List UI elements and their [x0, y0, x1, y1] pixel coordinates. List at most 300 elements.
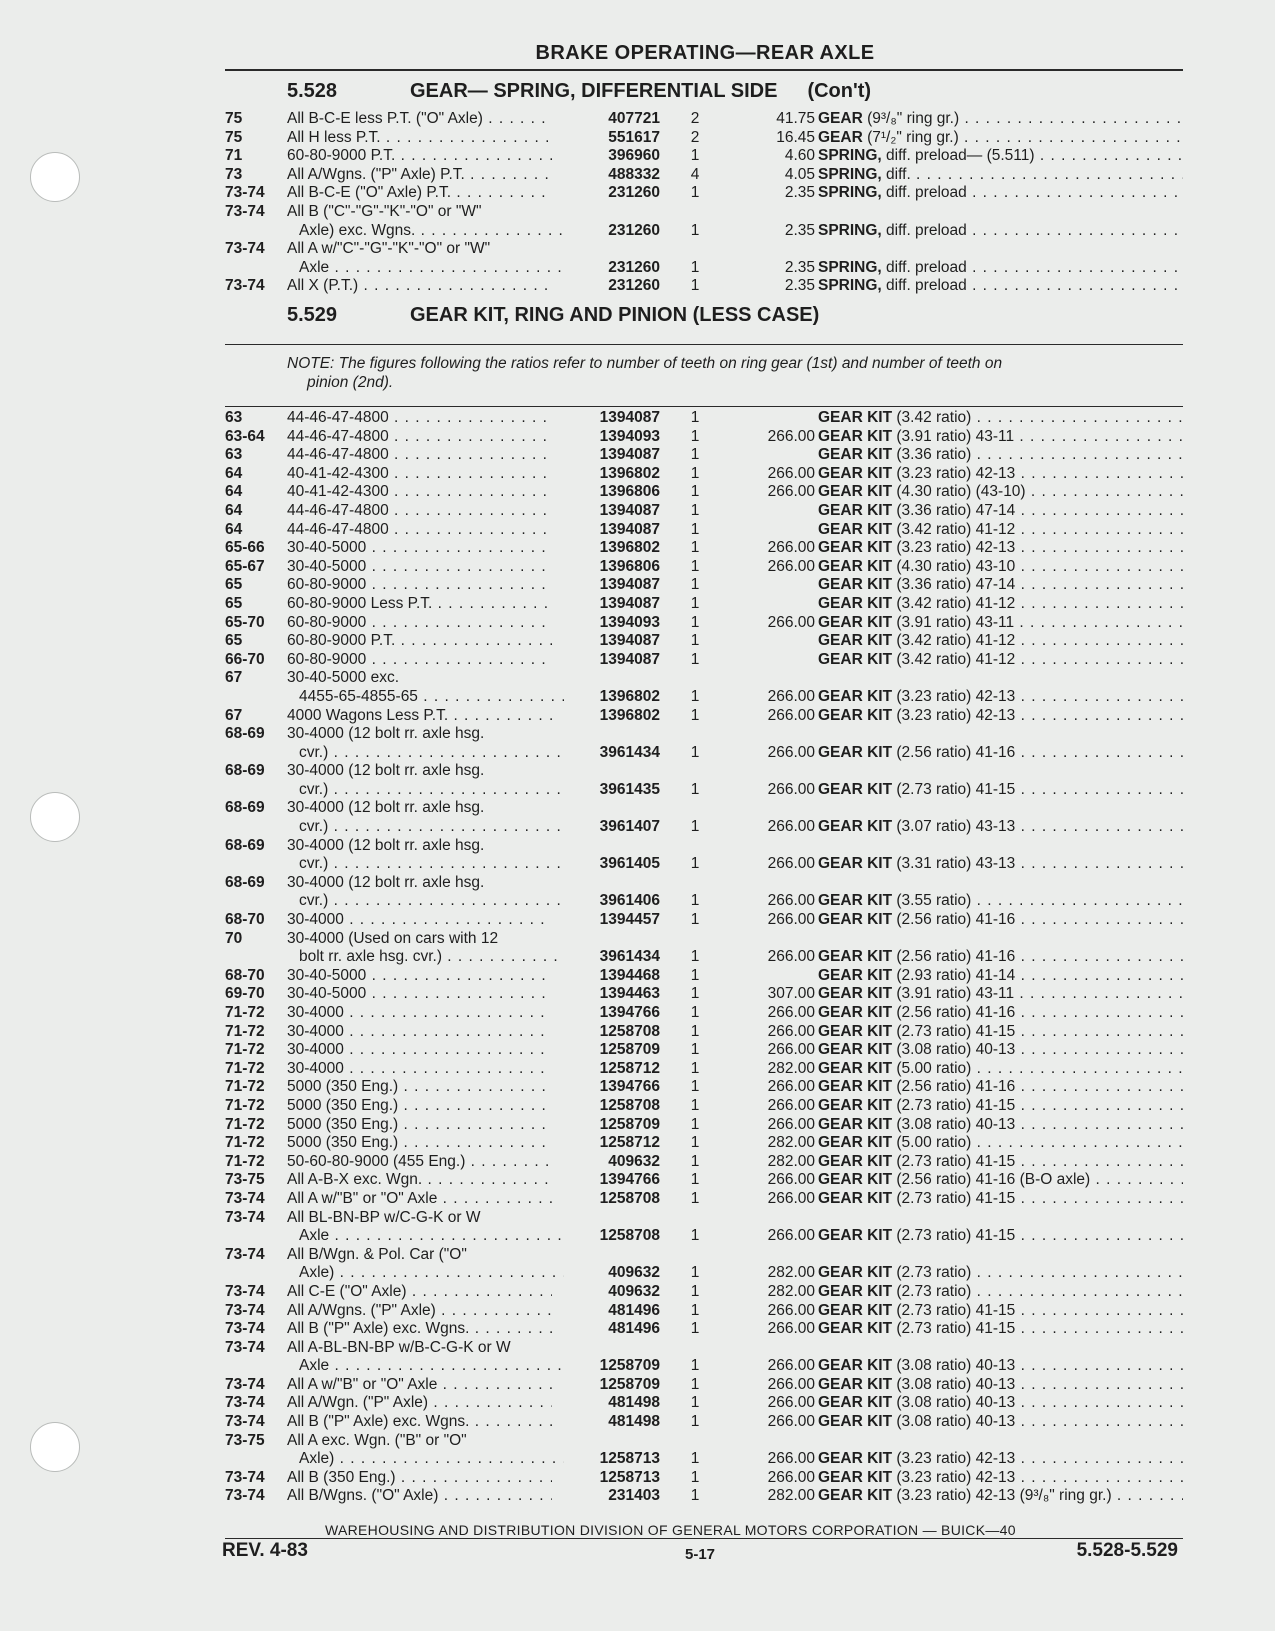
model-cell: 30-4000 (12 bolt rr. axle hsg.: [287, 725, 485, 743]
quantity-cell: 1: [690, 1320, 700, 1338]
part-detail: (3.23 ratio) 42-13: [892, 1450, 1016, 1468]
price-cell: 16.45: [776, 128, 815, 146]
part-name: GEAR KIT: [818, 911, 893, 929]
part-name: GEAR KIT: [818, 743, 893, 761]
year-cell: 65-70: [225, 613, 265, 631]
model-cell: Axle . . .: [287, 1227, 564, 1246]
model-cell: 5000 (350 Eng.) . . .: [287, 1116, 552, 1135]
part-detail: (3.36 ratio) 47-14: [892, 576, 1016, 594]
part-detail: (2.56 ratio) 41-16: [892, 948, 1016, 966]
part-detail: (3.23 ratio) 42-13: [892, 539, 1016, 557]
part-detail: (2.73 ratio) 41-15: [892, 1152, 1016, 1170]
price-cell: 266.00: [767, 1041, 815, 1059]
model-cell: All A exc. Wgn. ("B" or "O": [287, 1431, 467, 1449]
description-cell: [818, 855, 1183, 874]
description-cell: [818, 985, 1183, 1004]
table-row: [225, 1394, 1183, 1413]
price-cell: 266.00: [767, 1468, 815, 1486]
part-name: GEAR KIT: [818, 539, 893, 557]
part-number-cell: 3961435: [599, 780, 660, 798]
footer-text: WAREHOUSING AND DISTRIBUTION DIVISION OF GENERAL MOTORS CORPORATION — BUICK—40: [325, 1522, 1016, 1538]
part-name: GEAR KIT: [818, 1189, 893, 1207]
table-row: [225, 855, 1183, 874]
part-number-cell: 3961434: [599, 743, 660, 761]
table-row: [225, 1134, 1183, 1153]
part-number-cell: 1258708: [599, 1022, 660, 1040]
table-row: [225, 483, 1183, 502]
model-cell: All A w/"B" or "O" Axle . . .: [287, 1190, 552, 1209]
table-row: [225, 240, 1183, 259]
part-number-cell: 409632: [608, 1152, 660, 1170]
year-cell: 73-74: [225, 184, 265, 202]
description-cell: [818, 147, 1183, 166]
table-row: [225, 502, 1183, 521]
part-detail: (2.73 ratio): [892, 1282, 972, 1300]
year-cell: 73-75: [225, 1431, 265, 1449]
description-cell: [818, 707, 1183, 726]
part-name: GEAR KIT: [818, 1004, 893, 1021]
part-detail: (3.23 ratio) 42-13: [892, 706, 1016, 724]
quantity-cell: 1: [690, 1413, 700, 1431]
section-title-text: GEAR— SPRING, DIFFERENTIAL SIDE: [410, 80, 778, 102]
description-cell: [818, 632, 1183, 651]
quantity-cell: 1: [690, 501, 700, 519]
price-cell: 266.00: [767, 1078, 815, 1096]
part-detail: (3.08 ratio) 40-13: [892, 1413, 1016, 1431]
part-detail: (2.73 ratio) 41-15: [892, 1320, 1016, 1338]
model-cell: All B-C-E ("O" Axle) P.T. . . .: [287, 184, 552, 203]
price-cell: 266.00: [767, 1357, 815, 1375]
quantity-cell: 2: [690, 128, 700, 146]
part-name: SPRING,: [818, 184, 882, 202]
table-row: [225, 818, 1183, 837]
quantity-cell: 1: [690, 1301, 700, 1319]
model-cell: 50-60-80-9000 (455 Eng.) . . .: [287, 1153, 552, 1172]
table-row: [225, 725, 1183, 744]
part-number-cell: 1396806: [599, 557, 660, 575]
part-number-cell: 3961406: [599, 892, 660, 910]
part-detail: (3.08 ratio) 40-13: [892, 1394, 1016, 1412]
part-number-cell: 1258713: [599, 1468, 660, 1486]
part-detail: (3.23 ratio) 42-13 (9³/₈" ring gr.): [892, 1487, 1112, 1505]
year-cell: 65: [225, 594, 243, 612]
part-number-cell: 1394463: [599, 985, 660, 1003]
parts-table-5-528: [225, 110, 1183, 296]
table-row: [225, 259, 1183, 278]
table-row: [225, 1227, 1183, 1246]
quantity-cell: 1: [690, 557, 700, 575]
year-cell: 73-74: [225, 1245, 265, 1263]
part-detail: (4.30 ratio) (43-10): [892, 483, 1026, 501]
part-detail: (3.91 ratio) 43-11: [892, 985, 1015, 1003]
part-number-cell: 231260: [608, 258, 660, 276]
model-cell: 30-4000 . . .: [287, 1004, 552, 1023]
year-cell: 68-69: [225, 873, 265, 891]
part-name: GEAR KIT: [818, 483, 893, 501]
table-row: [225, 985, 1183, 1004]
price-cell: 266.00: [767, 706, 815, 724]
price-cell: 282.00: [767, 1282, 815, 1300]
price-cell: 266.00: [767, 1004, 815, 1021]
part-name: GEAR KIT: [818, 613, 893, 631]
part-number-cell: 1396802: [599, 539, 660, 557]
page-number: 5-17: [685, 1546, 716, 1563]
price-cell: 2.35: [784, 258, 815, 276]
quantity-cell: 2: [690, 110, 700, 127]
quantity-cell: 1: [690, 1189, 700, 1207]
description-cell: [818, 651, 1183, 670]
year-cell: 68-69: [225, 762, 265, 780]
part-number-cell: 1258708: [599, 1227, 660, 1245]
quantity-cell: 1: [690, 780, 700, 798]
part-name: GEAR KIT: [818, 594, 893, 612]
table-row: [225, 1450, 1183, 1469]
year-cell: 71-72: [225, 1004, 265, 1021]
part-detail: (2.56 ratio) 41-16 (B-O axle): [892, 1171, 1091, 1189]
part-name: GEAR KIT: [818, 687, 893, 705]
quantity-cell: 1: [690, 1096, 700, 1114]
price-cell: 282.00: [767, 1264, 815, 1282]
footer-rule: [225, 1538, 1183, 1539]
price-cell: 307.00: [767, 985, 815, 1003]
price-cell: 266.00: [767, 1189, 815, 1207]
part-name: SPRING,: [818, 221, 882, 239]
quantity-cell: 1: [690, 1357, 700, 1375]
table-row: [225, 1357, 1183, 1376]
quantity-cell: 1: [690, 892, 700, 910]
description-cell: [818, 1171, 1183, 1190]
description-cell: [818, 1227, 1183, 1246]
year-cell: 73-74: [225, 202, 265, 220]
part-name: GEAR KIT: [818, 1282, 893, 1300]
description-cell: [818, 129, 1183, 148]
table-row: [225, 1339, 1183, 1358]
model-cell: 44-46-47-4800 . . .: [287, 409, 552, 428]
part-number-cell: 1394087: [599, 520, 660, 538]
quantity-cell: 1: [690, 221, 700, 239]
model-cell: All B/Wgn. & Pol. Car ("O": [287, 1245, 467, 1263]
part-number-cell: 231260: [608, 184, 660, 202]
quantity-cell: 1: [690, 613, 700, 631]
model-cell: 5000 (350 Eng.) . . .: [287, 1078, 552, 1097]
price-cell: 266.00: [767, 1450, 815, 1468]
description-cell: [818, 1097, 1183, 1116]
price-cell: 266.00: [767, 743, 815, 761]
part-name: GEAR KIT: [818, 1041, 893, 1059]
year-cell: 65: [225, 576, 243, 594]
binder-hole: [30, 152, 80, 202]
part-number-cell: 1394093: [599, 427, 660, 445]
part-detail: (2.56 ratio) 41-16: [892, 1004, 1016, 1021]
part-detail: (3.42 ratio) 41-12: [892, 520, 1016, 538]
price-cell: 266.00: [767, 1375, 815, 1393]
model-cell: 60-80-9000 Less P.T. . . .: [287, 595, 552, 614]
part-detail: (2.93 ratio) 41-14: [892, 966, 1016, 984]
model-cell: 30-4000 (12 bolt rr. axle hsg.: [287, 873, 485, 891]
description-cell: [818, 1116, 1183, 1135]
price-cell: 266.00: [767, 557, 815, 575]
description-cell: [818, 1078, 1183, 1097]
description-cell: [818, 1469, 1183, 1488]
part-name: GEAR KIT: [818, 1450, 893, 1468]
year-cell: 64: [225, 520, 243, 538]
part-detail: (3.36 ratio) 47-14: [892, 501, 1016, 519]
part-number-cell: 481496: [608, 1301, 660, 1319]
description-cell: [818, 110, 1183, 129]
quantity-cell: 1: [690, 1450, 700, 1468]
table-row: [225, 110, 1183, 129]
section-range: 5.528-5.529: [1076, 1540, 1178, 1561]
part-detail: (2.73 ratio) 41-15: [892, 1096, 1016, 1114]
part-number-cell: 1258712: [599, 1134, 660, 1152]
quantity-cell: 1: [690, 539, 700, 557]
year-cell: 69-70: [225, 985, 265, 1003]
part-detail: (2.73 ratio): [892, 1264, 972, 1282]
part-detail: diff. preload: [881, 277, 967, 295]
model-cell: All B (350 Eng.) . . .: [287, 1469, 552, 1488]
price-cell: 266.00: [767, 539, 815, 557]
part-number-cell: 1394087: [599, 446, 660, 464]
part-detail: diff. preload— (5.511): [881, 147, 1035, 165]
description-cell: [818, 1357, 1183, 1376]
part-number-cell: 1396802: [599, 464, 660, 482]
year-cell: 73-74: [225, 240, 265, 258]
part-number-cell: 396960: [608, 147, 660, 165]
description-cell: [818, 1153, 1183, 1172]
table-row: [225, 1469, 1183, 1488]
table-row: [225, 1264, 1183, 1283]
quantity-cell: 1: [690, 911, 700, 929]
part-detail: diff. preload: [881, 221, 967, 239]
year-cell: 71-72: [225, 1059, 265, 1077]
year-cell: 63: [225, 446, 243, 464]
year-cell: 73-75: [225, 1171, 265, 1189]
description-cell: [818, 558, 1183, 577]
model-cell: All B ("P" Axle) exc. Wgns. . . .: [287, 1413, 552, 1432]
part-name: SPRING,: [818, 165, 882, 183]
description-cell: [818, 1394, 1183, 1413]
part-number-cell: 1394766: [599, 1078, 660, 1096]
table-row: [225, 762, 1183, 781]
note-line: NOTE: The figures following the ratios refer to number of teeth on ring gear (1st) and number of teeth on: [287, 355, 1003, 372]
model-cell: 60-80-9000 P.T. . . .: [287, 147, 552, 166]
model-cell: Axle . . .: [287, 1357, 564, 1376]
part-number-cell: 3961434: [599, 948, 660, 966]
part-name: GEAR: [818, 128, 863, 146]
description-cell: [818, 259, 1183, 278]
quantity-cell: 1: [690, 277, 700, 295]
part-name: GEAR KIT: [818, 1152, 893, 1170]
table-row: [225, 1097, 1183, 1116]
year-cell: 73-74: [225, 1320, 265, 1338]
quantity-cell: 1: [690, 1468, 700, 1486]
quantity-cell: 1: [690, 985, 700, 1003]
quantity-cell: 1: [690, 1171, 700, 1189]
quantity-cell: 1: [690, 966, 700, 984]
part-number-cell: 481498: [608, 1413, 660, 1431]
year-cell: 68-70: [225, 966, 265, 984]
year-cell: 63-64: [225, 427, 265, 445]
part-name: GEAR KIT: [818, 650, 893, 668]
price-cell: 266.00: [767, 855, 815, 873]
part-name: GEAR KIT: [818, 1468, 893, 1486]
quantity-cell: 1: [690, 1264, 700, 1282]
description-cell: [818, 521, 1183, 540]
year-cell: 71: [225, 147, 243, 165]
model-cell: All A/Wgns. ("P" Axle) P.T. . . .: [287, 166, 552, 185]
model-cell: 30-4000 . . .: [287, 911, 552, 930]
model-cell: All A w/"B" or "O" Axle . . .: [287, 1376, 552, 1395]
price-cell: 266.00: [767, 1096, 815, 1114]
part-name: GEAR KIT: [818, 1059, 893, 1077]
description-cell: [818, 1134, 1183, 1153]
quantity-cell: 1: [690, 520, 700, 538]
table-row: [225, 558, 1183, 577]
model-cell: cvr.) . . .: [287, 855, 564, 874]
model-cell: 4000 Wagons Less P.T. . . .: [287, 707, 552, 726]
part-name: GEAR KIT: [818, 1301, 893, 1319]
description-cell: [818, 892, 1183, 911]
table-row: [225, 1060, 1183, 1079]
year-cell: 67: [225, 706, 243, 724]
model-cell: 30-40-5000 . . .: [287, 985, 552, 1004]
part-number-cell: 488332: [608, 165, 660, 183]
part-detail: diff. preload: [881, 184, 967, 202]
part-name: GEAR KIT: [818, 1022, 893, 1040]
year-cell: 73-74: [225, 1468, 265, 1486]
table-row: [225, 651, 1183, 670]
part-detail: (2.56 ratio) 41-16: [892, 1078, 1016, 1096]
model-cell: All A w/"C"-"G"-"K"-"O" or "W": [287, 240, 491, 258]
model-cell: All BL-BN-BP w/C-G-K or W: [287, 1208, 481, 1226]
table-row: [225, 446, 1183, 465]
part-name: GEAR KIT: [818, 1413, 893, 1431]
model-cell: Axle) exc. Wgns. . . .: [287, 222, 564, 241]
part-number-cell: 1394457: [599, 911, 660, 929]
model-cell: All B/Wgns. ("O" Axle) . . .: [287, 1487, 552, 1506]
part-detail: (2.56 ratio) 41-16: [892, 911, 1016, 929]
description-cell: [818, 166, 1183, 185]
part-name: GEAR KIT: [818, 1394, 893, 1412]
quantity-cell: 1: [690, 409, 700, 426]
model-cell: 30-4000 . . .: [287, 1060, 552, 1079]
price-cell: 266.00: [767, 613, 815, 631]
model-cell: bolt rr. axle hsg. cvr.) . . .: [287, 948, 564, 967]
part-name: GEAR KIT: [818, 1375, 893, 1393]
part-detail: (5.00 ratio): [892, 1059, 972, 1077]
model-cell: All A-B-X exc. Wgn. . . .: [287, 1171, 552, 1190]
year-cell: 67: [225, 669, 243, 687]
part-detail: (3.91 ratio) 43-11: [892, 427, 1015, 445]
year-cell: 71-72: [225, 1096, 265, 1114]
quantity-cell: 1: [690, 687, 700, 705]
table-row: [225, 409, 1183, 428]
description-cell: [818, 781, 1183, 800]
price-cell: 266.00: [767, 1320, 815, 1338]
table-row: [225, 632, 1183, 651]
part-detail: (3.55 ratio): [892, 892, 972, 910]
part-detail: (3.42 ratio) 41-12: [892, 632, 1016, 650]
binder-hole: [30, 1422, 80, 1472]
description-cell: [818, 614, 1183, 633]
description-cell: [818, 1004, 1183, 1023]
description-cell: [818, 967, 1183, 986]
table-row: [225, 595, 1183, 614]
table-row: [225, 277, 1183, 296]
quantity-cell: 1: [690, 743, 700, 761]
table-row: [225, 707, 1183, 726]
model-cell: 4455-65-4855-65 . . .: [287, 688, 564, 707]
model-cell: 30-40-5000 . . .: [287, 967, 552, 986]
part-number-cell: 1258709: [599, 1115, 660, 1133]
table-row: [225, 911, 1183, 930]
price-cell: 266.00: [767, 1301, 815, 1319]
table-row: [225, 1320, 1183, 1339]
table-row: [225, 1376, 1183, 1395]
part-detail: (2.73 ratio) 41-15: [892, 1022, 1016, 1040]
year-cell: 68-69: [225, 799, 265, 817]
description-cell: [818, 539, 1183, 558]
year-cell: 73-74: [225, 1487, 265, 1505]
table-row: [225, 428, 1183, 447]
part-detail: (2.73 ratio) 41-15: [892, 1189, 1016, 1207]
part-detail: (3.23 ratio) 42-13: [892, 1468, 1016, 1486]
price-cell: 266.00: [767, 911, 815, 929]
part-name: GEAR KIT: [818, 446, 893, 464]
model-cell: 30-4000 (Used on cars with 12: [287, 929, 499, 947]
description-cell: [818, 818, 1183, 837]
part-number-cell: 231260: [608, 277, 660, 295]
year-cell: 73-74: [225, 277, 265, 295]
description-cell: [818, 1283, 1183, 1302]
description-cell: [818, 1487, 1183, 1506]
price-cell: 266.00: [767, 483, 815, 501]
price-cell: 4.60: [784, 147, 815, 165]
table-row: [225, 222, 1183, 241]
quantity-cell: 1: [690, 1041, 700, 1059]
part-name: GEAR KIT: [818, 464, 893, 482]
part-detail: (3.42 ratio) 41-12: [892, 650, 1016, 668]
part-name: GEAR KIT: [818, 1115, 893, 1133]
part-name: GEAR KIT: [818, 855, 893, 873]
part-name: GEAR KIT: [818, 706, 893, 724]
price-cell: 2.35: [784, 277, 815, 295]
part-number-cell: 3961407: [599, 818, 660, 836]
part-number-cell: 1258709: [599, 1357, 660, 1375]
part-name: GEAR KIT: [818, 818, 893, 836]
description-cell: [818, 595, 1183, 614]
description-cell: [818, 1302, 1183, 1321]
model-cell: 30-4000 (12 bolt rr. axle hsg.: [287, 799, 485, 817]
table-row: [225, 837, 1183, 856]
part-detail: (2.73 ratio) 41-15: [892, 780, 1016, 798]
part-number-cell: 3961405: [599, 855, 660, 873]
year-cell: 64: [225, 501, 243, 519]
description-cell: [818, 1060, 1183, 1079]
part-detail: (3.08 ratio) 40-13: [892, 1115, 1016, 1133]
description-cell: [818, 1413, 1183, 1432]
year-cell: 75: [225, 128, 243, 146]
part-name: GEAR KIT: [818, 409, 893, 426]
price-cell: 2.35: [784, 184, 815, 202]
model-cell: 30-4000 . . .: [287, 1041, 552, 1060]
table-row: [225, 1041, 1183, 1060]
part-number-cell: 481498: [608, 1394, 660, 1412]
description-cell: [818, 948, 1183, 967]
price-cell: 266.00: [767, 1227, 815, 1245]
table-row: [225, 1116, 1183, 1135]
part-detail: (2.56 ratio) 41-16: [892, 743, 1016, 761]
